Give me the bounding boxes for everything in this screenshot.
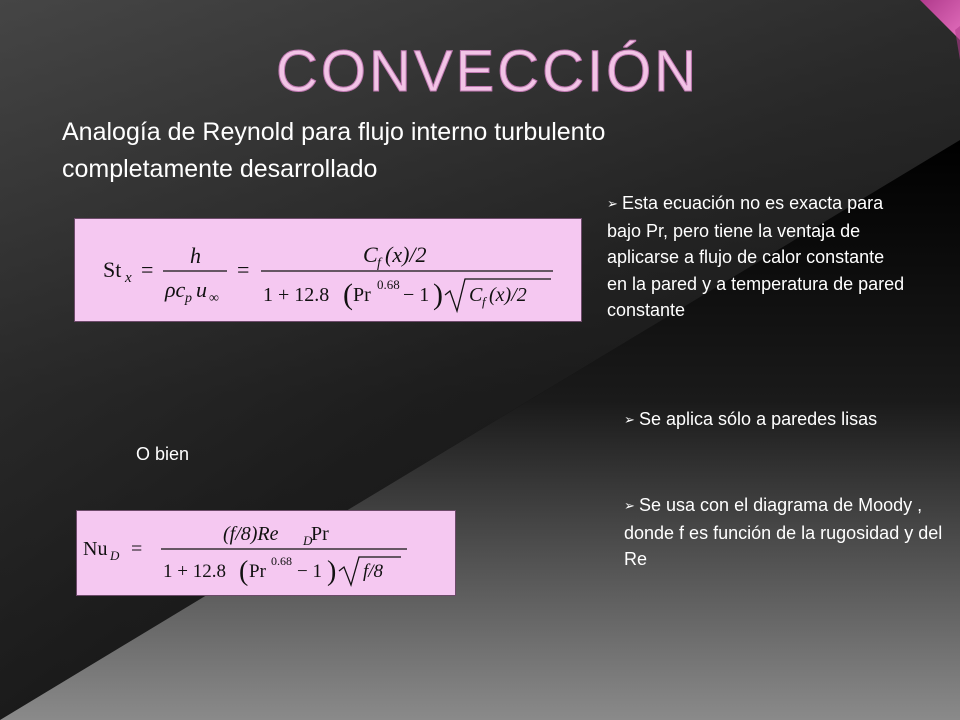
bullet-2-text: Se aplica sólo a paredes lisas bbox=[639, 409, 878, 429]
stanton-formula bbox=[74, 218, 582, 322]
svg-text:St bbox=[103, 257, 121, 282]
arrow-bullet-icon: ➢ bbox=[624, 498, 635, 513]
arrow-bullet-icon: ➢ bbox=[607, 196, 618, 211]
formula1-num-rest: (x)/2 bbox=[385, 242, 427, 267]
svg-text:): ) bbox=[327, 556, 337, 587]
formula1-den-pr: Pr bbox=[353, 284, 371, 306]
formula1-den-sqrt-rest: (x)/2 bbox=[489, 284, 527, 306]
formula1-num-c: C bbox=[363, 242, 378, 267]
arrow-bullet-icon: ➢ bbox=[624, 412, 635, 427]
slide-subtitle: Analogía de Reynold para flujo interno turbulento completamente desarrollado bbox=[62, 118, 606, 183]
formula1-frac1-den-u-sub: ∞ bbox=[209, 291, 219, 306]
formula1-eq1: = bbox=[141, 257, 154, 282]
bullet-1 bbox=[607, 190, 907, 324]
formula2-den-pr: Pr bbox=[249, 561, 266, 582]
nusselt-formula bbox=[76, 510, 456, 596]
formula1-num-sub: f bbox=[377, 256, 381, 271]
formula1-frac1-den-u: u bbox=[196, 277, 207, 302]
formula1-den-minus: − 1 bbox=[403, 284, 430, 306]
formula1-frac1-den-sub: p bbox=[185, 291, 192, 306]
formula2-lhs-sub: D bbox=[110, 548, 120, 563]
bullet-3 bbox=[624, 492, 950, 573]
formula2-den-minus: − 1 bbox=[297, 561, 322, 582]
formula2-num-b: Pr bbox=[311, 523, 329, 545]
formula1-den-sqrt-c: C bbox=[469, 284, 483, 306]
svg-text:(: ( bbox=[343, 278, 353, 311]
formula1-frac1-den: ρc bbox=[165, 277, 186, 302]
formula2-den-sqrt: f/8 bbox=[363, 561, 384, 582]
formula2-lhs: Nu bbox=[83, 538, 108, 560]
formula2-num-sub: D bbox=[303, 533, 313, 548]
bullet-2 bbox=[624, 406, 924, 434]
formula2-den-prefix: 1 + 12.8 bbox=[163, 561, 226, 582]
formula1-eq2: = bbox=[237, 257, 250, 282]
formula1-lhs-sub: x bbox=[125, 270, 132, 286]
svg-text:(: ( bbox=[239, 556, 249, 587]
bullet-1-text: Esta ecuación no es exacta para bajo Pr, pero tiene la ventaja de aplicarse a flujo de calor constante en la pared y a temperatura de pared constante bbox=[607, 193, 905, 320]
formula1-frac1-num: h bbox=[190, 243, 201, 268]
svg-text:): ) bbox=[433, 278, 443, 311]
formula1-den-sqrt-sub: f bbox=[482, 294, 486, 309]
formula1-den-prefix: 1 + 12.8 bbox=[263, 284, 330, 306]
formula1-lhs: St bbox=[103, 257, 122, 282]
bullet-3-text: Se usa con el diagrama de Moody , donde f es función de la rugosidad y del Re bbox=[624, 495, 943, 569]
slide-title: CONVECCIÓN bbox=[276, 39, 700, 104]
formula2-eq: = bbox=[131, 538, 143, 560]
formula1-den-exp: 0.68 bbox=[377, 277, 400, 292]
formula2-num-a: (f/8)Re bbox=[223, 523, 279, 545]
formula2-den-exp: 0.68 bbox=[271, 554, 292, 568]
or-label: O bien bbox=[136, 444, 190, 464]
